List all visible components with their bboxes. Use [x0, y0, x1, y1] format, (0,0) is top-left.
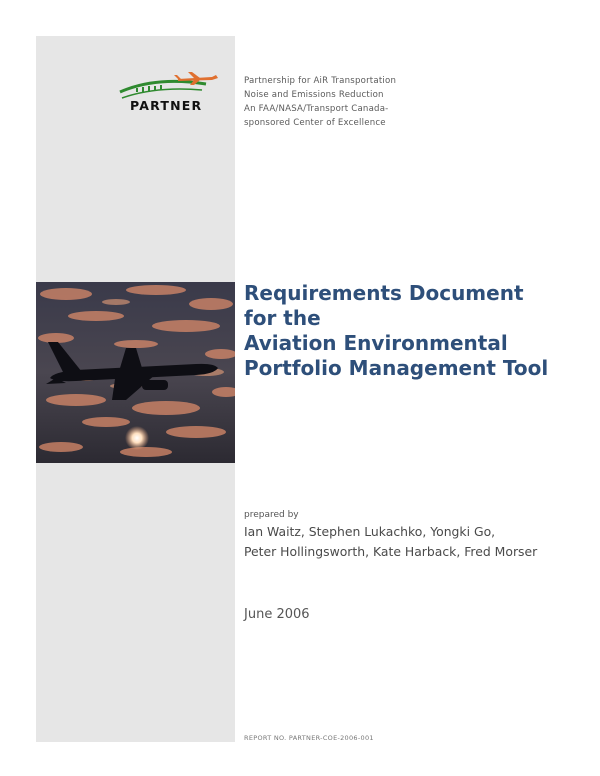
- airplane-logo-icon: [174, 72, 218, 85]
- org-line: sponsored Center of Excellence: [244, 118, 386, 128]
- author-list: [244, 522, 584, 562]
- title-line: for the: [244, 306, 321, 330]
- publication-date: June 2006: [244, 607, 310, 622]
- title-line: Aviation Environmental: [244, 331, 508, 355]
- title-line: Portfolio Management Tool: [244, 356, 549, 380]
- title-line: Requirements Document: [244, 281, 524, 305]
- aircraft-photo: [36, 282, 235, 463]
- report-number: REPORT NO. PARTNER-COE-2006-001: [244, 734, 374, 742]
- partner-logo: [116, 72, 224, 116]
- organization-description: [244, 74, 444, 130]
- author-line: Ian Waitz, Stephen Lukachko, Yongki Go,: [244, 524, 496, 539]
- org-line: Partnership for AiR Transportation: [244, 76, 397, 86]
- partner-wordmark: PARTNER: [130, 98, 203, 113]
- org-line: An FAA/NASA/Transport Canada-: [244, 104, 389, 114]
- prepared-by-label: prepared by: [244, 510, 299, 520]
- org-line: Noise and Emissions Reduction: [244, 90, 384, 100]
- document-title: [244, 281, 584, 381]
- author-line: Peter Hollingsworth, Kate Harback, Fred Morser: [244, 544, 538, 559]
